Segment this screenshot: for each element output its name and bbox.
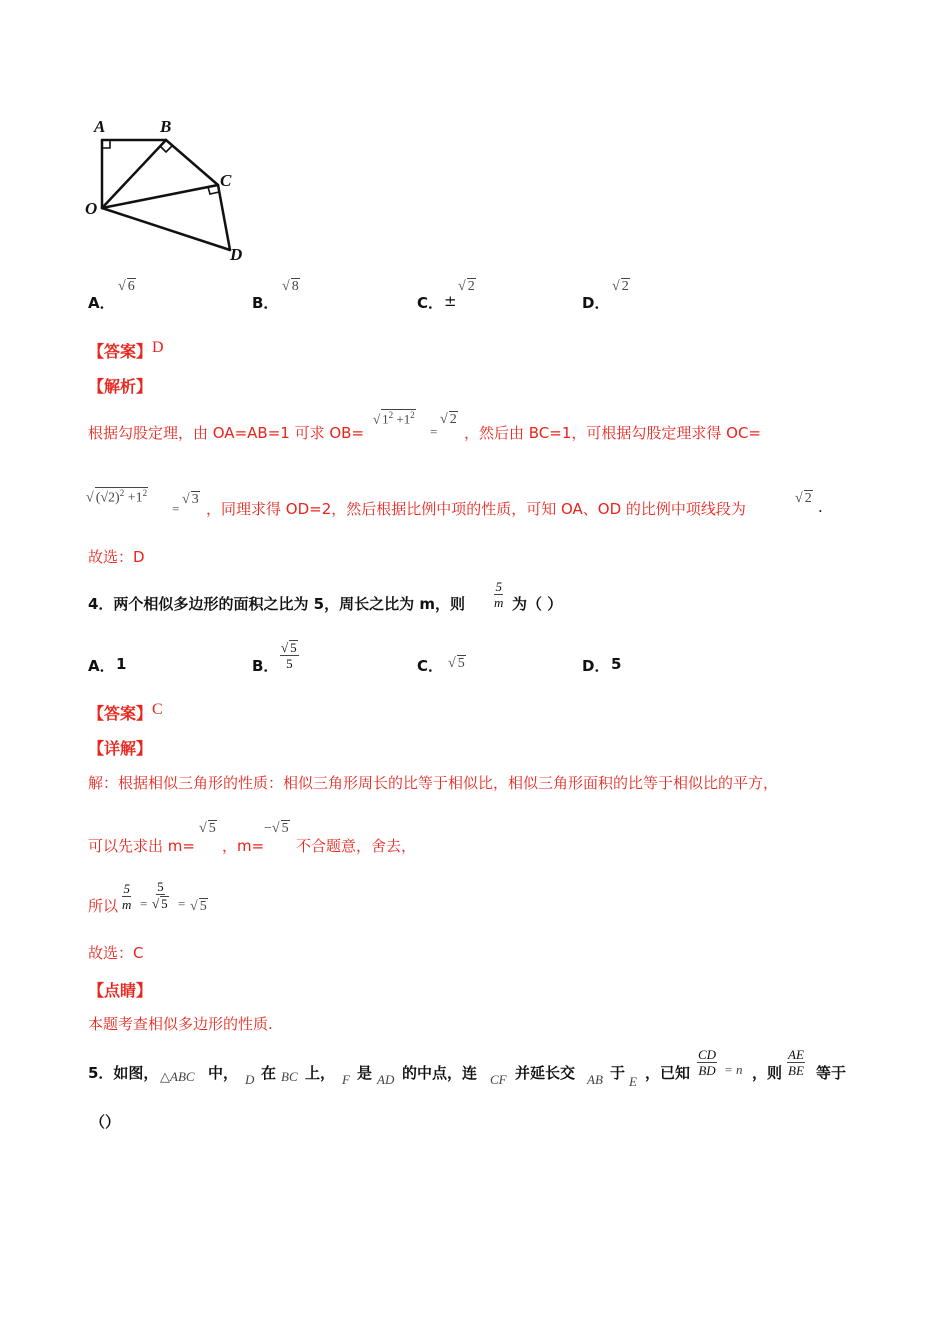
mean-result: √ 2 (795, 491, 812, 506)
q4-option-b-den: 5 (286, 656, 293, 671)
analysis-line-1 (88, 422, 364, 443)
option-c-label: C． (417, 294, 444, 312)
q4-option-b-fraction: $\frac{√ 5}{5}$ (281, 640, 297, 671)
q3-conclusion: 故选：D (88, 548, 145, 566)
q5-frac-2-den: BE (788, 1063, 804, 1078)
q5-p4: 上， (305, 1064, 336, 1082)
q4-frac-num: 5 (495, 579, 502, 594)
oc-eq: = (172, 501, 180, 516)
q4-detail-tag: 【详解】 (88, 739, 153, 758)
answer-value: D (152, 339, 164, 356)
q4-detail-line-2-post: 不合题意，舍去， (296, 837, 417, 855)
analysis-line-2-post: ，同理求得 OD=2，然后根据比例中项的性质，可知 OA、OD 的比例中项线段为 (206, 500, 746, 518)
right-angle-b (160, 146, 172, 152)
q4-option-c-label: C． (417, 657, 444, 675)
ob-sqrt-plus: +1 (393, 411, 411, 427)
mean-result-radicand: 2 (804, 491, 812, 506)
q4-detail-result: √ 5 (190, 899, 207, 914)
option-c-value: √ 2 (458, 279, 475, 294)
q5-m2: D (245, 1072, 255, 1087)
q4-option-a-value: 1 (116, 655, 127, 673)
m-value-negative-radicand: 5 (281, 821, 289, 836)
ob-sqrt-a: 1 (382, 411, 389, 427)
geometry-figure (80, 110, 260, 270)
option-c-radicand: 2 (467, 279, 475, 294)
analysis-line-1-text: 根据勾股定理，由 OA=AB=1 可求 OB= (88, 424, 365, 442)
q5-p3: 在 (261, 1064, 277, 1082)
analysis-tag: 【解析】 (88, 377, 153, 396)
q5-m1: △ABC (160, 1069, 195, 1084)
answer-tag: 【答案】 (88, 342, 153, 361)
q5-frac-2-num: AE (788, 1047, 804, 1062)
q4-conclusion: 故选：C (88, 944, 144, 962)
ob-result-radicand: 2 (449, 412, 457, 427)
q5-p6: 的中点，连 (402, 1064, 478, 1082)
q5-frac-cd-bd (697, 1048, 717, 1077)
segment-od (102, 208, 230, 250)
q5-frac-1-num: CD (698, 1047, 717, 1062)
q4-detail-line-2-mid: ，m= (222, 837, 265, 855)
option-b-radicand: 8 (291, 279, 299, 294)
q5-eq-n: = n (724, 1062, 743, 1077)
q4-detail-frac-1 (122, 882, 131, 911)
option-d-label: D． (582, 294, 610, 312)
option-b-label: B． (252, 294, 279, 312)
q5-p7: 并延长交 (515, 1064, 576, 1082)
q5-p9: ，已知 (645, 1064, 691, 1082)
m-value-positive: √ 5 (199, 821, 216, 836)
segment-cd (218, 185, 230, 250)
segment-bc (166, 140, 218, 185)
q4-option-c-radicand: 5 (457, 656, 465, 671)
q4-option-a-label: A． (88, 657, 115, 675)
q4-option-d-label: D． (582, 657, 610, 675)
q4-detail-frac-1-num: 5 (123, 881, 130, 896)
q4-frac-den: m (494, 595, 504, 610)
q5-p1: 5．如图， (88, 1064, 159, 1082)
q4-detail-result-radicand: 5 (199, 899, 207, 914)
q4-point-text: 本题考查相似多边形的性质. (88, 1015, 273, 1033)
oc-sqrt: √ $(√2)^2 +1^2$ (86, 488, 148, 506)
m-value-negative-sign: − (264, 821, 272, 836)
option-d-value: √ 2 (612, 279, 629, 294)
q4-detail-line-3: 所以 (88, 897, 119, 915)
q4-stem-post: 为（ ） (512, 595, 563, 613)
option-d-radicand: 2 (621, 279, 629, 294)
q5-p8: 于 (610, 1064, 626, 1082)
q4-detail-frac-2: $\frac{5}{√ 5}$ (152, 879, 168, 911)
q5-p10: ，则 (752, 1064, 783, 1082)
label-c: C (220, 171, 232, 190)
q5-frac-1-den: BD (698, 1063, 716, 1078)
label-a: A (94, 117, 106, 136)
q4-answer-value: C (152, 701, 163, 718)
oc-result-radicand: 3 (191, 492, 199, 507)
option-b-value: √ 8 (282, 279, 299, 294)
q4-detail-frac-2-num: 5 (157, 879, 164, 894)
q4-answer-tag: 【答案】 (88, 704, 153, 723)
q4-point-tag: 【点睛】 (88, 981, 153, 1000)
q5-m4: F (342, 1072, 350, 1087)
option-a-radicand: 6 (127, 279, 135, 294)
q5-p5: 是 (357, 1064, 373, 1082)
analysis-line-2-end: . (818, 498, 823, 516)
q5-m5: AD (377, 1072, 395, 1087)
q5-frac-ae-be (787, 1048, 805, 1077)
q4-stem-fraction (494, 580, 503, 609)
q4-detail-eq-1: = (140, 896, 148, 911)
q4-option-b-label: B． (252, 657, 279, 675)
q5-m7: AB (587, 1072, 603, 1087)
q4-stem: 4．两个相似多边形的面积之比为 5，周长之比为 m，则 (88, 595, 465, 613)
q5-p2: 中， (208, 1064, 239, 1082)
q4-detail-eq-2: = (178, 896, 186, 911)
option-a-value: √ 6 (118, 279, 135, 294)
option-c-plusminus: ± (444, 292, 457, 310)
oc-sqrt-inner: (√2) (95, 490, 120, 506)
q4-detail-frac-2-den: 5 (161, 896, 168, 911)
q5-paren: （） (90, 1113, 121, 1131)
q4-detail-line-1: 解：根据相似三角形的性质：相似三角形周长的比等于相似比，相似三角形面积的比等于相似比的平方， (88, 774, 779, 792)
m-value-negative: −√ 5 (264, 821, 289, 836)
ob-sqrt: √ $1^2 +1^2$ (373, 410, 415, 427)
oc-sqrt-plus: +1 (124, 490, 143, 506)
ob-result: √ 2 (440, 412, 457, 427)
label-d: D (230, 245, 243, 264)
analysis-line-1-post: ，然后由 BC=1，可根据勾股定理求得 OC= (464, 424, 761, 442)
oc-result: √ 3 (182, 492, 199, 507)
m-value-positive-radicand: 5 (208, 821, 216, 836)
option-a-label: A． (88, 294, 115, 312)
q5-p11: 等于 (816, 1064, 847, 1082)
q5-m3: BC (281, 1069, 298, 1084)
q4-option-c-value: √ 5 (448, 656, 465, 671)
q4-detail-frac-1-den: m (122, 897, 132, 912)
q5-m8: E (629, 1074, 637, 1089)
q4-detail-line-2: 可以先求出 m= (88, 837, 195, 855)
q4-option-d-value: 5 (611, 655, 622, 673)
q4-option-b-num: 5 (290, 640, 297, 655)
ob-eq: = (430, 424, 438, 439)
label-o: O (85, 199, 98, 218)
label-b: B (160, 117, 172, 136)
q5-m6: CF (490, 1072, 507, 1087)
